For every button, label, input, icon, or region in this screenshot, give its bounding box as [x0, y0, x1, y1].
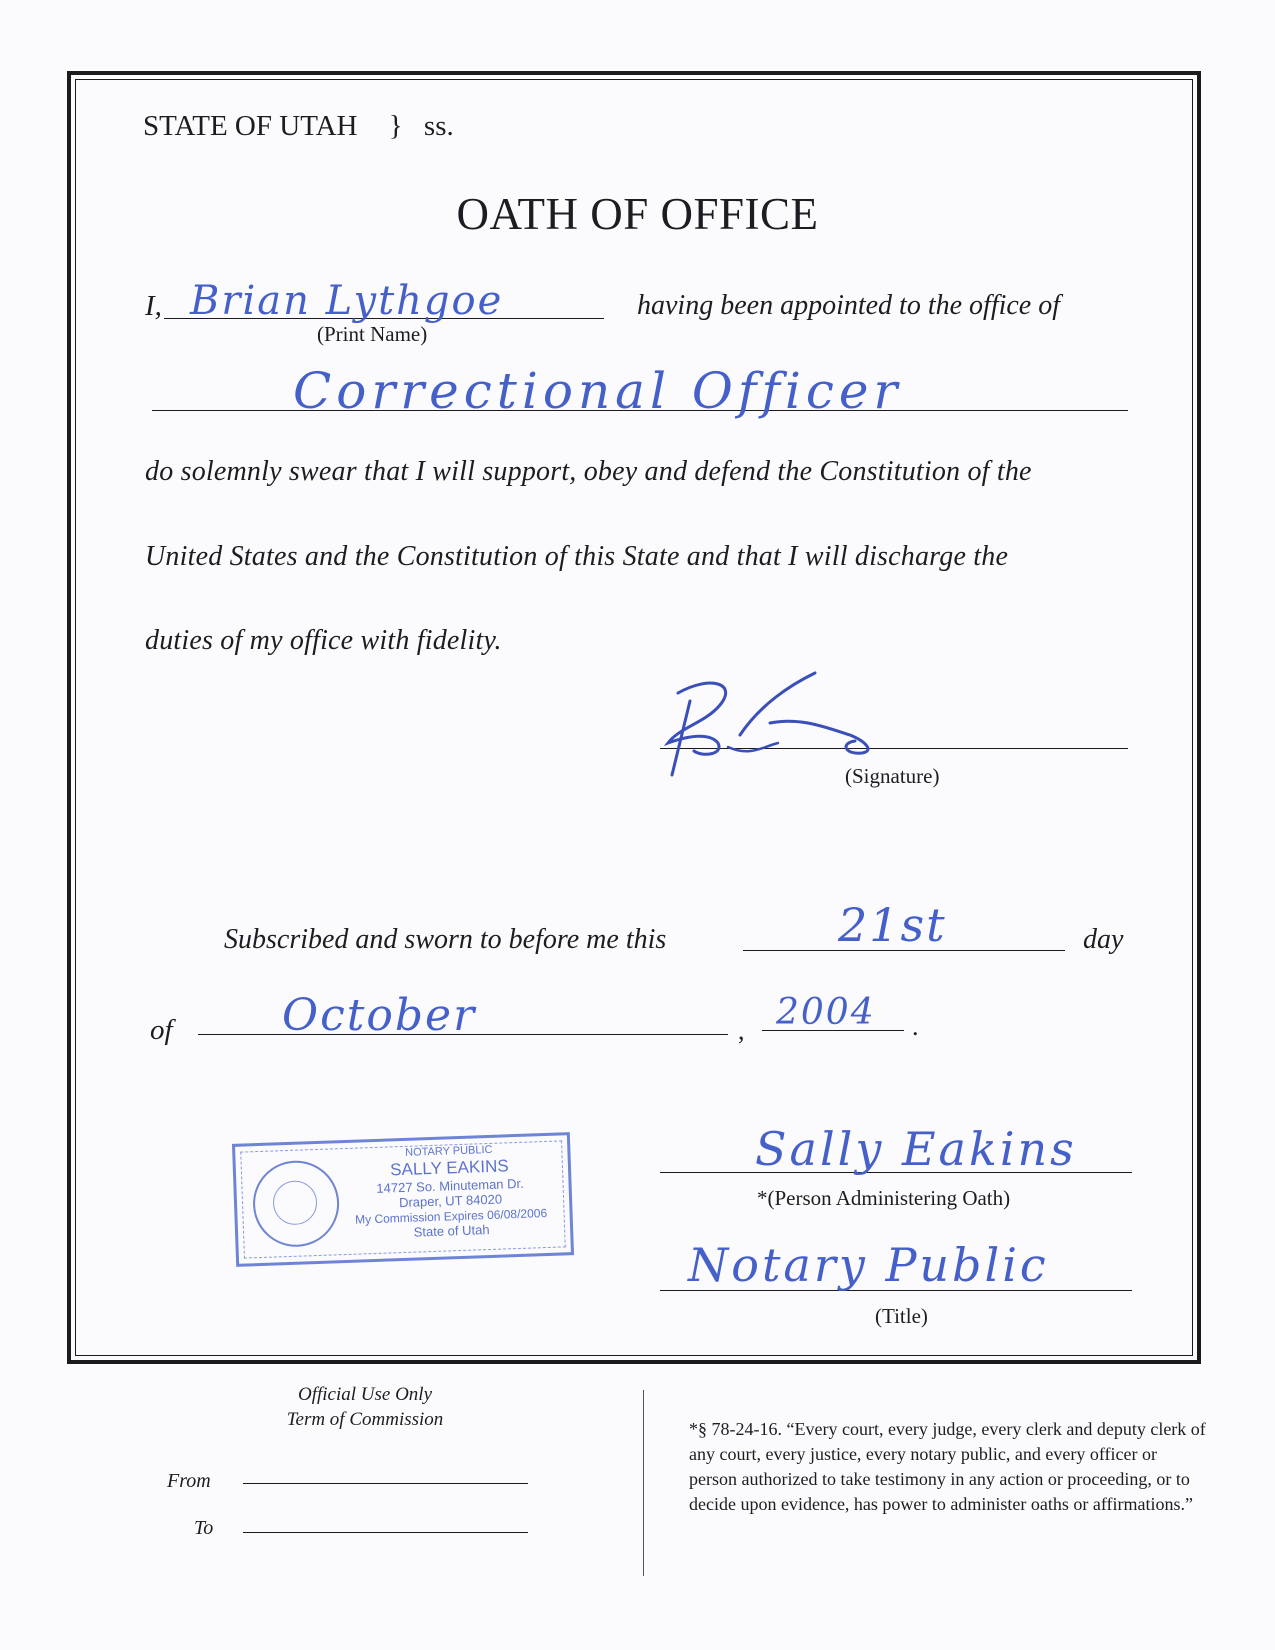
- day-label: day: [1083, 924, 1124, 955]
- pronoun-i: I,: [145, 290, 162, 322]
- administrator-signature: Sally Eakins: [755, 1122, 1077, 1176]
- print-name-caption: (Print Name): [317, 322, 428, 346]
- from-line: [243, 1483, 528, 1484]
- year-period: .: [912, 1012, 919, 1041]
- notary-stamp: [232, 1132, 574, 1267]
- brace-glyph: }: [388, 110, 403, 142]
- stamp-notary-name: SALLY EAKINS: [389, 1156, 509, 1180]
- year-handwritten: 2004: [776, 992, 876, 1033]
- title-caption: (Title): [875, 1304, 928, 1328]
- stamp-notary-public: NOTARY PUBLIC: [404, 1143, 493, 1159]
- month-comma: ,: [738, 1016, 745, 1045]
- month-handwritten: October: [282, 990, 477, 1041]
- stamp-state: State of Utah: [413, 1221, 490, 1240]
- footer-divider: [643, 1390, 644, 1576]
- state-name: STATE OF UTAH: [143, 110, 358, 142]
- to-label: To: [194, 1517, 214, 1539]
- oath-text-line-3: duties of my office with fidelity.: [145, 625, 502, 656]
- stamp-city: Draper, UT 84020: [398, 1191, 503, 1211]
- title-handwritten: Notary Public: [688, 1238, 1049, 1292]
- administrator-caption: *(Person Administering Oath): [757, 1186, 1011, 1210]
- print-name-handwritten: Brian Lythgoe: [190, 278, 504, 324]
- stamp-commission-expiry: My Commission Expires 06/08/2006: [354, 1205, 548, 1227]
- to-line: [243, 1532, 528, 1533]
- oath-text-line-1: do solemnly swear that I will support, obey and defend the Constitution of the: [145, 456, 1032, 487]
- statute-note: *§ 78-24-16. “Every court, every judge, every clerk and deputy clerk of any court, every justice, every notary public, and every officer or person authorized to take testimony in any action or proceeding, or to decide upon evidence, has power to administer oaths or affirmations.”: [689, 1419, 1206, 1514]
- subscribed-text: Subscribed and sworn to before me this: [224, 924, 667, 955]
- official-use-label: Official Use Only: [297, 1384, 433, 1405]
- appointed-text: having been appointed to the office of: [637, 290, 1061, 321]
- office-handwritten: Correctional Officer: [293, 362, 903, 420]
- state-line: [143, 110, 454, 143]
- oath-text-line-2: United States and the Constitution of this State and that I will discharge the: [145, 541, 1009, 572]
- term-of-commission-label: Term of Commission: [286, 1409, 444, 1430]
- day-handwritten: 21st: [838, 898, 947, 952]
- document-title: OATH OF OFFICE: [456, 189, 819, 239]
- of-label: of: [150, 1014, 173, 1046]
- from-label: From: [167, 1470, 211, 1492]
- stamp-text: [341, 1142, 559, 1243]
- stamp-address: 14727 So. Minuteman Dr.: [376, 1175, 524, 1196]
- signature-caption: (Signature): [845, 764, 940, 788]
- ss-abbreviation: ss.: [423, 110, 454, 142]
